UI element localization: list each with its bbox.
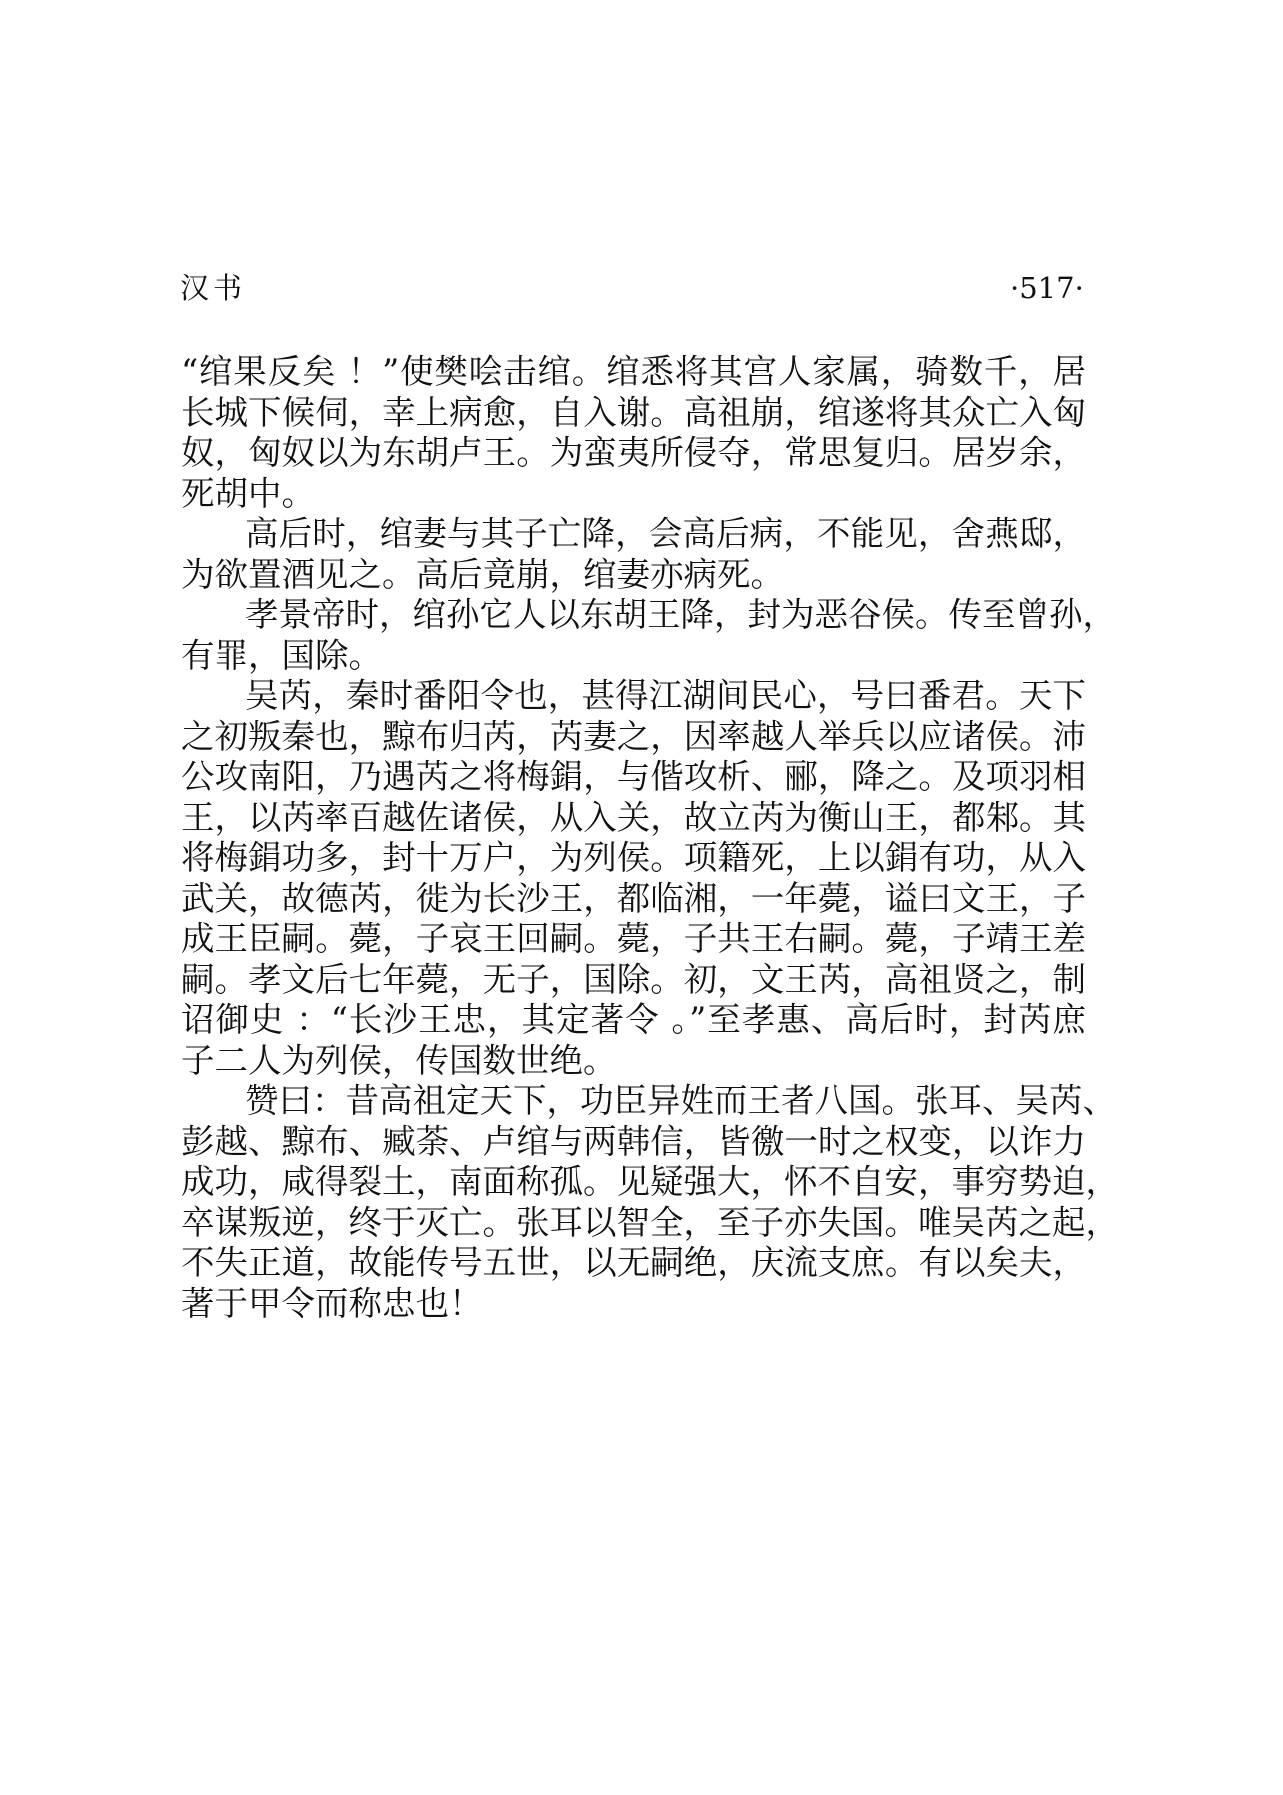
- text-line: 武关，故德芮，徙为长沙王，都临湘，一年薨，谥曰文王，子: [181, 878, 1086, 918]
- text-line: 奴，匈奴以为东胡卢王。为蛮夷所侵夺，常思复归。居岁余，: [181, 433, 1086, 472]
- text-line: 不失正道，故能传号五世，以无嗣绝，庆流支庶。有以矣夫，: [181, 1243, 1086, 1282]
- body-text: [181, 352, 1119, 1324]
- text-line: 嗣。孝文后七年薨，无子，国除。初，文王芮，高祖贤之，制: [181, 959, 1086, 999]
- text-line: 卒谋叛逆，终于灭亡。张耳以智全，至子亦失国。唯吴芮之起，: [181, 1202, 1119, 1242]
- text-line: 彭越、黥布、臧荼、卢绾与两韩信，皆徼一时之权变，以诈力: [181, 1121, 1086, 1161]
- text-line: 著于甲令而称忠也！: [181, 1283, 483, 1323]
- text-line: 公攻南阳，乃遇芮之将梅鋗，与偕攻析、郦，降之。及项羽相: [181, 757, 1086, 796]
- book-title: 汉书: [180, 271, 247, 305]
- text-line: 赞曰：昔高祖定天下，功臣异姓而王者八国。张耳、吴芮、: [245, 1081, 1116, 1120]
- text-line: 为欲置酒见之。高后竟崩，绾妻亦病死。: [181, 554, 784, 594]
- text-line: 孝景帝时，绾孙它人以东胡王降，封为恶谷侯。传至曾孙，: [245, 595, 1116, 634]
- text-line: 有罪，国除。: [181, 635, 382, 675]
- text-line: 将梅鋗功多，封十万户，为列侯。项籍死，上以鋗有功，从入: [181, 838, 1086, 877]
- text-line: 诏御史 ：“长沙王忠，其定著令 。”至孝惠、高后时，封芮庶: [181, 1000, 1086, 1039]
- text-line: 王，以芮率百越佐诸侯，从入关，故立芮为衡山王，都邾。其: [181, 797, 1086, 837]
- text-line: “绾果反矣 ！”使樊哙击绾。绾悉将其宫人家属，骑数千，居: [181, 352, 1086, 391]
- text-line: 子二人为列侯，传国数世绝。: [181, 1040, 617, 1080]
- text-line: 成王臣嗣。薨，子哀王回嗣。薨，子共王右嗣。薨，子靖王差: [181, 919, 1086, 958]
- text-line: 成功，咸得裂土，南面称孤。见疑强大，怀不自安，事穷势迫，: [181, 1162, 1119, 1201]
- page-number: ·517·: [1010, 271, 1084, 305]
- text-line: 高后时，绾妻与其子亡降，会高后病，不能见，舍燕邸，: [245, 514, 1086, 553]
- text-line: 之初叛秦也，黥布归芮，芮妻之，因率越人举兵以应诸侯。沛: [181, 716, 1086, 756]
- text-line: 长城下候伺，幸上病愈，自入谢。高祖崩，绾遂将其众亡入匈: [181, 392, 1086, 432]
- text-line: 死胡中。: [181, 473, 315, 513]
- text-line: 吴芮，秦时番阳令也，甚得江湖间民心，号曰番君。天下: [245, 676, 1086, 715]
